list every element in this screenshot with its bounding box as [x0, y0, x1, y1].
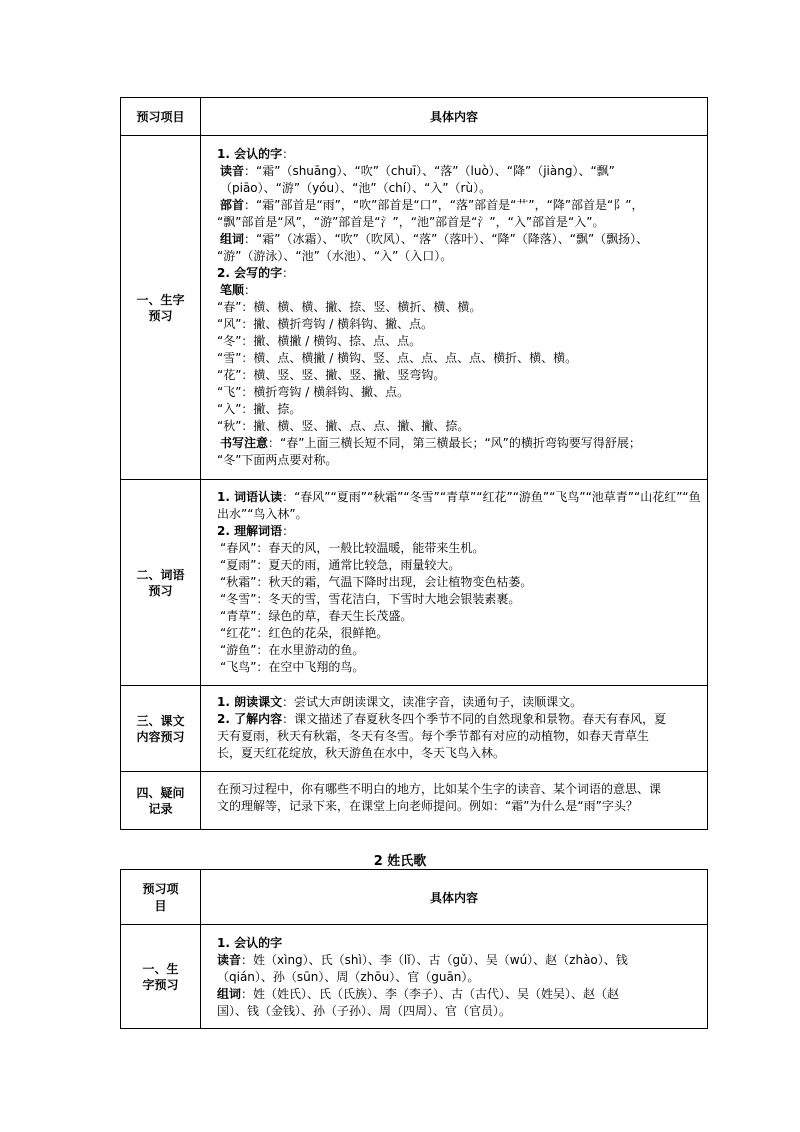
content-line-heading: 1. 词语认读 [217, 490, 283, 504]
row-content [201, 480, 708, 686]
row-label-text: 四、疑问 记录 [136, 785, 185, 816]
content-line: 2. 了解内容：课文描述了春夏秋冬四个季节不同的自然现象和景物。春天有春风，夏 [217, 712, 667, 726]
content-line: “冬”：撇、横撇 / 横钩、捺、点、点。 [217, 334, 422, 348]
header-content-column: 具体内容 [201, 98, 708, 136]
content-line: “红花”：红色的花朵，很鲜艳。 [220, 626, 389, 640]
content-line: “花”：横、竖、竖、撇、竖、撇、竖弯钩。 [217, 368, 446, 382]
table-row [121, 686, 708, 772]
content-line: 天有夏雨，秋天有秋霜，冬天有冬雪。每个季节都有对应的动植物，如春天青草生 [217, 729, 650, 743]
content-line: “春”：横、横、横、撇、捺、竖、横折、横、横。 [217, 300, 482, 314]
content-line: “秋”：撇、横、竖、撇、点、点、撇、撇、捺。 [217, 419, 470, 433]
content-line: 笔顺： [220, 283, 257, 297]
content-line: 在预习过程中，你有哪些不明白的地方，比如某个生字的读音、某个词语的意思、课 [217, 782, 662, 796]
content-line: “秋霜”：秋天的霜，气温下降时出现，会让植物变色枯萎。 [220, 575, 533, 589]
header-item-text: 预习项 目 [142, 882, 179, 913]
table-row [121, 480, 708, 686]
content-line-heading: 部首 [220, 198, 245, 212]
content-line-heading: 书写注意 [220, 436, 269, 450]
content-line-heading: 组词 [217, 987, 242, 1001]
content-line-heading: 1. 会认的字 [217, 936, 283, 950]
row-content [201, 136, 708, 480]
content-line: 1. 词语认读：“春风”“夏雨”“秋霜”“冬雪”“青草”“红花”“游鱼”“飞鸟”“池草青”“山花红”“鱼 [217, 490, 701, 504]
content-line: “飘”部首是“风”，“游”部首是“氵”，“池”部首是“氵”，“入”部首是“入”。 [217, 215, 605, 229]
table-header-row [121, 870, 708, 925]
row-content [201, 686, 708, 772]
row-label [121, 136, 201, 480]
table-row [121, 136, 708, 480]
header-item-column [121, 870, 201, 925]
content-line: 2. 理解词语： [217, 524, 295, 538]
content-line: “风”：撇、横折弯钩 / 横斜钩、撇、点。 [217, 317, 434, 331]
content-line-heading: 2. 会写的字 [217, 266, 283, 280]
content-line: “雪”：横、点、横撇 / 横钩、竖、点、点、点、点、横折、横、横。 [217, 351, 578, 365]
content-line: （qián）、孙（sūn）、周（zhōu）、官（guān）。 [217, 970, 480, 984]
content-line: “入”：撇、捺。 [217, 402, 302, 416]
content-line-heading: 1. 朗读课文 [217, 695, 283, 709]
header-content-column: 具体内容 [201, 870, 708, 925]
content-line-heading: 1. 会认的字 [217, 147, 283, 161]
row-label-text: 二、词语 预习 [136, 567, 185, 598]
content-line: 出水”“鸟入林”。 [217, 507, 308, 521]
row-label [121, 686, 201, 772]
row-content [201, 925, 708, 1029]
content-line: 文的理解等，记录下来，在课堂上向老师提问。例如：“霜”为什么是“雨”字头？ [217, 799, 638, 813]
content-line: “青草”：绿色的草，春天生长茂盛。 [220, 609, 413, 623]
content-line: 组词：姓（姓氏）、氏（氏族）、李（李子）、古（古代）、吴（姓吴）、赵（赵 [217, 987, 620, 1001]
content-line: 国）、钱（金钱）、孙（子孙）、周（四周）、官（官员）。 [217, 1004, 512, 1018]
content-line: “夏雨”：夏天的雨，通常比较急，雨量较大。 [220, 558, 461, 572]
content-line: “冬雪”：冬天的雪，雪花洁白，下雪时大地会银装素裹。 [220, 592, 521, 606]
row-label [121, 480, 201, 686]
content-line: 读音：姓（xìng）、氏（shì）、李（lǐ）、古（gǔ）、吴（wú）、赵（zhào）、钱 [217, 953, 628, 967]
row-label [121, 772, 201, 830]
content-line: “游”（游泳）、“池”（水池）、“入”（入口）。 [217, 249, 453, 263]
content-line: “春风”：春天的风，一般比较温暖，能带来生机。 [220, 541, 485, 555]
preview-table-2 [120, 869, 708, 1029]
content-line: 读音：“霜”（shuāng）、“吹”（chuī）、“落”（luò）、“降”（jiàng）、“飘” [220, 164, 615, 178]
content-line: 书写注意：“春”上面三横长短不同，第三横最长；“风”的横折弯钩要写得舒展； [220, 436, 641, 450]
content-line: 长，夏天红花绽放，秋天游鱼在水中，冬天飞鸟入林。 [217, 746, 506, 760]
preview-table-1 [120, 97, 708, 830]
row-label-text: 三、课文 内容预习 [136, 713, 185, 744]
content-line: “飞”：横折弯钩 / 横斜钩、撇、点。 [217, 385, 410, 399]
content-line: “游鱼”：在水里游动的鱼。 [220, 643, 365, 657]
content-line-heading: 组词 [220, 232, 245, 246]
content-line: （piāo）、“游”（yóu）、“池”（chí）、“入”（rù）。 [220, 181, 492, 195]
content-line: 部首：“霜”部首是“雨”，“吹”部首是“口”，“落”部首是“艹”，“降”部首是“阝”， [220, 198, 644, 212]
content-line-heading: 读音 [217, 953, 242, 967]
content-line: “飞鸟”：在空中飞翔的鸟。 [220, 660, 365, 674]
content-line: 1. 朗读课文：尝试大声朗读课文，读准字音，读通句子，读顺课文。 [217, 695, 583, 709]
row-label [121, 925, 201, 1029]
content-line-heading: 读音 [220, 164, 245, 178]
content-line-heading: 笔顺 [220, 283, 245, 297]
content-line: 组词：“霜”（冰霜）、“吹”（吹风）、“落”（落叶）、“降”（降落）、“飘”（飘扬）、 [220, 232, 649, 246]
row-content [201, 772, 708, 830]
header-item-column: 预习项目 [121, 98, 201, 136]
table-row [121, 925, 708, 1029]
content-line: 1. 会认的字： [217, 147, 295, 161]
content-line [217, 935, 697, 952]
section-title: 2 姓氏歌 [373, 854, 427, 869]
row-label-text: 一、生字 预习 [136, 292, 185, 323]
row-label-text: 一、生 字预习 [142, 961, 179, 992]
table-header-row [121, 98, 708, 136]
content-line-heading: 2. 了解内容 [217, 712, 283, 726]
table-row [121, 772, 708, 830]
content-line: “冬”下面两点要对称。 [217, 453, 338, 467]
content-line-heading: 2. 理解词语 [217, 524, 283, 538]
content-line: 2. 会写的字： [217, 266, 295, 280]
